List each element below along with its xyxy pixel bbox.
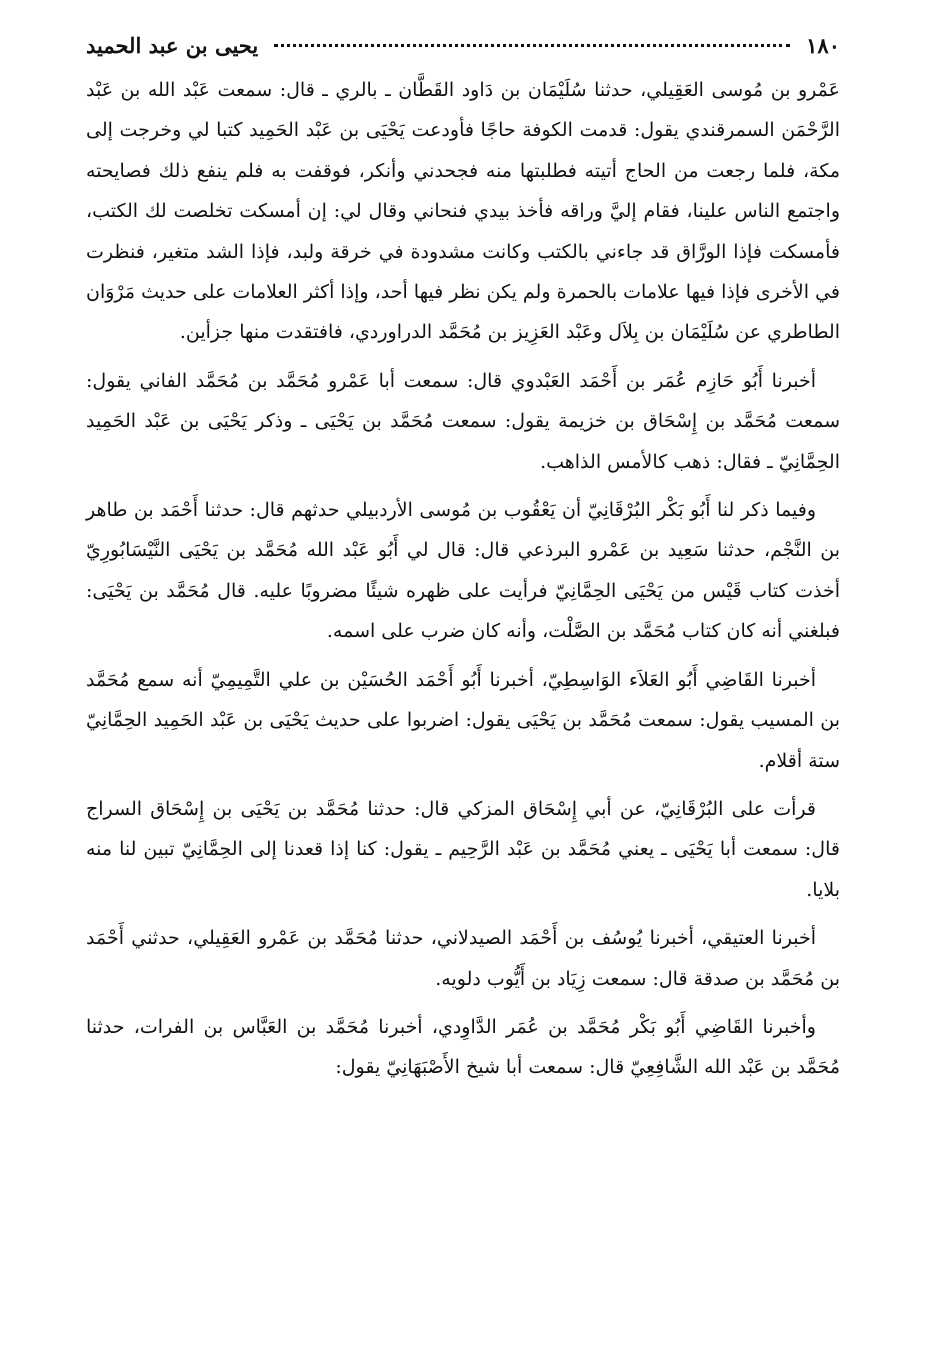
running-header [86, 28, 840, 64]
page-number: ١٨٠ [806, 33, 840, 58]
paragraph: أخبرنا العتيقي، أخبرنا يُوسُف بن أَحْمَد الصيدلاني، حدثنا مُحَمَّد بن عَمْرو العَقِيلي، حدثني أَحْمَد بن مُحَمَّد بن صدقة قال: سمعت زِيَاد بن أَيُّوب دلويه. [86, 927, 840, 990]
paragraph: وأخبرنا القَاضِي أَبُو بَكْر مُحَمَّد بن عُمَر الدَّاوِدي، أخبرنا مُحَمَّد بن العَبَّاس بن الفرات، حدثنا مُحَمَّد بن عَبْد الله الشَّافِعِيّ قال: سمعت أبا شيخ الأَصْبَهَانِيّ يقول: [86, 1015, 840, 1079]
paragraph: عَمْرو بن مُوسى العَقِيلي، حدثنا سُلَيْمَان بن دَاود القَطَّان ـ بالري ـ قال: سمعت عَبْد الله بن عَبْد الرَّحْمَن السمرقندي يقول: قدمت الكوفة حاجًا فأودعت يَحْيَى بن عَبْد الحَمِيد كتبا لي وخرجت إلى مكة، فلما رجعت من الحاج أتيته فطلبتها منه فجحدني وأنكر، فوقفت به فلم ينفع ذلك فصايحته واجتمع الناس علينا، فقام إليَّ وراقه فأخذ بيدي فنحاني وقال لي: إن أمسكت تخلصت لك الكتب، فأمسكت فإذا الورَّاق قد جاءني بالكتب وكانت مشدودة في خرقة ولبد، فإذا الشد متغير، فنظرت في الأخرى فإذا فيها علامات بالحمرة ولم يكن نظر فيها أحد، وإذا أكثر العلامات على حديث مَرْوَان الطاطري عن سُلَيْمَان بن بِلاَل وعَبْد العَزِيز بن مُحَمَّد الدراوردي، فافتقدت منها جزأين. [86, 79, 840, 344]
paragraph: وفيما ذكر لنا أَبُو بَكْر البُرْقَانِيّ أن يَعْقُوب بن مُوسى الأردبيلي حدثهم قال: حدثنا أَحْمَد بن طاهر بن النَّجْم، حدثنا سَعِيد بن عَمْرو البرذعي قال: قال لي أَبُو عَبْد الله مُحَمَّد بن يَحْيَى النَّيْسَابُورِيّ أخذت كتاب قَيْس من يَحْيَى الحِمَّانِيّ فرأيت على ظهره شيئًا مضروبًا عليه. قال مُحَمَّد بن يَحْيَى: فبلغني أنه كان كتاب مُحَمَّد بن الصَّلْت، وأنه كان ضرب على اسمه. [86, 499, 840, 643]
paragraph: أخبرنا القَاضِي أَبُو العَلاَء الوَاسِطِيّ، أخبرنا أَبُو أَحْمَد الحُسَيْن بن علي التَّمِيمِيّ أنه سمع مُحَمَّد بن المسيب يقول: سمعت مُحَمَّد بن يَحْيَى يقول: اضربوا على حديث يَحْيَى بن عَبْد الحَمِيد الحِمَّانِيّ ستة أقلام. [86, 668, 840, 772]
paragraph: قرأت على البُرْقَانِيّ، عن أبي إِسْحَاق المزكي قال: حدثنا مُحَمَّد بن يَحْيَى بن إِسْحَاق السراج قال: سمعت أبا يَحْيَى ـ يعني مُحَمَّد بن عَبْد الرَّحِيم ـ يقول: كنا إذا قعدنا إلى الحِمَّانِيّ تبين لنا منه بلايا. [86, 797, 840, 901]
paragraph: أخبرنا أَبُو حَازِم عُمَر بن أَحْمَد العَبْدوي قال: سمعت أبا عَمْرو مُحَمَّد بن مُحَمَّد الفاني يقول: سمعت مُحَمَّد بن إِسْحَاق بن خزيمة يقول: سمعت مُحَمَّد بن يَحْيَى ـ وذكر يَحْيَى بن عَبْد الحَمِيد الحِمَّانِيّ ـ فقال: ذهب كالأمس الذاهب. [86, 369, 840, 473]
header-dot-leader [274, 44, 790, 47]
body-text [86, 70, 840, 1088]
book-page [86, 28, 840, 1096]
header-title: يحيى بن عبد الحميد [86, 33, 259, 58]
